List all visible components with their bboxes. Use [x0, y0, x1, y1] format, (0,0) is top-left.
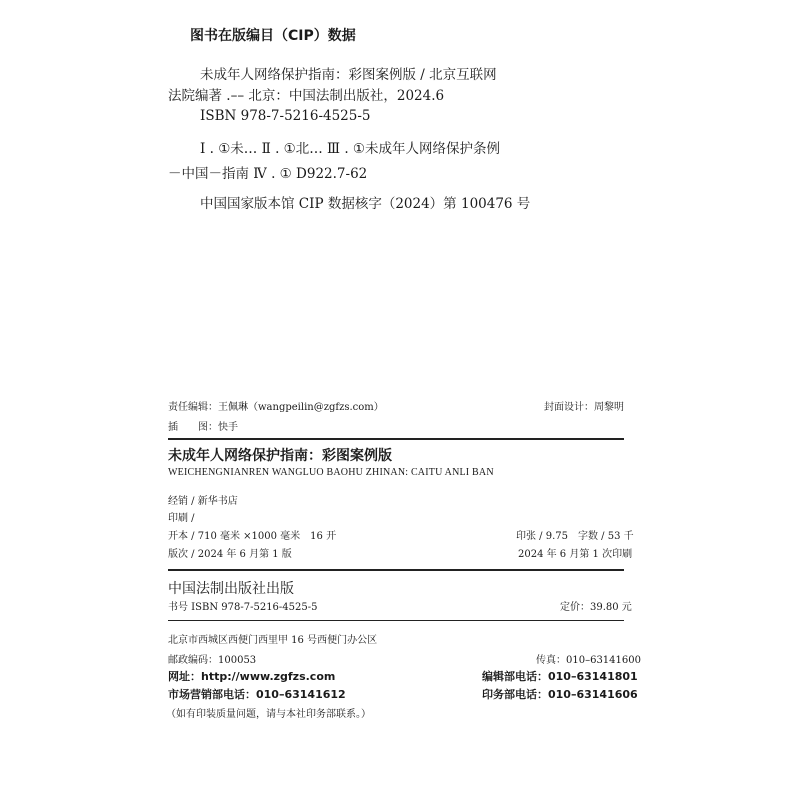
marketing-phone: 市场营销部电话：010–63141612: [168, 688, 346, 701]
responsible-editor: 责任编辑：王佩琳（wangpeilin@zgfzs.com）: [168, 402, 384, 413]
divider-top: [168, 438, 624, 440]
cip-title-line: 未成年人网络保护指南：彩图案例版 / 北京互联网: [200, 67, 497, 83]
illustrator: 插 图：快手: [168, 422, 238, 433]
book-number: 书号 ISBN 978-7-5216-4525-5: [168, 602, 318, 613]
cip-isbn: ISBN 978-7-5216-4525-5: [200, 108, 371, 124]
printing-date: 2024 年 6 月第 1 次印刷: [518, 549, 633, 560]
postcode: 邮政编码：100053: [168, 655, 257, 666]
editorial-phone: 编辑部电话：010–63141801: [482, 670, 638, 683]
book-title-pinyin: WEICHENGNIANREN WANGLUO BAOHU ZHINAN: CAITU ANLI BAN: [168, 467, 494, 478]
book-title-cn: 未成年人网络保护指南：彩图案例版: [168, 448, 392, 464]
fax: 传真：010–63141600: [536, 655, 641, 666]
divider-bottom: [168, 620, 624, 621]
publisher-name: 中国法制出版社出版: [168, 581, 294, 597]
divider-middle: [168, 569, 624, 571]
quality-notice: （如有印装质量问题，请与本社印务部联系。）: [166, 709, 371, 720]
printing-dept-phone: 印务部电话：010–63141606: [482, 688, 638, 701]
cip-record-number: 中国国家版本馆 CIP 数据核字（2024）第 100476 号: [200, 196, 531, 212]
cip-classification-line2: －中国－指南 Ⅳ . ① D922.7-62: [168, 166, 368, 182]
edition: 版次 / 2024 年 6 月第 1 版: [168, 549, 292, 560]
cip-author-line: 法院编著 .–– 北京：中国法制出版社，2024.6: [168, 88, 445, 104]
book-format: 开本 / 710 毫米 ×1000 毫米 16 开: [168, 531, 337, 542]
cover-designer: 封面设计：周黎明: [544, 402, 624, 413]
price: 定价：39.80 元: [560, 602, 632, 613]
cip-classification-line1: Ⅰ . ①未… Ⅱ . ①北… Ⅲ . ①未成年人网络保护条例: [200, 141, 501, 157]
publisher-address: 北京市西城区西便门西里甲 16 号西便门办公区: [168, 635, 378, 646]
cip-heading: 图书在版编目（CIP）数据: [190, 28, 356, 44]
sheets-and-wordcount: 印张 / 9.75 字数 / 53 千: [516, 531, 634, 542]
distributor: 经销 / 新华书店: [168, 496, 238, 507]
website: 网址：http://www.zgfzs.com: [168, 670, 336, 683]
printer: 印刷 /: [168, 513, 195, 524]
